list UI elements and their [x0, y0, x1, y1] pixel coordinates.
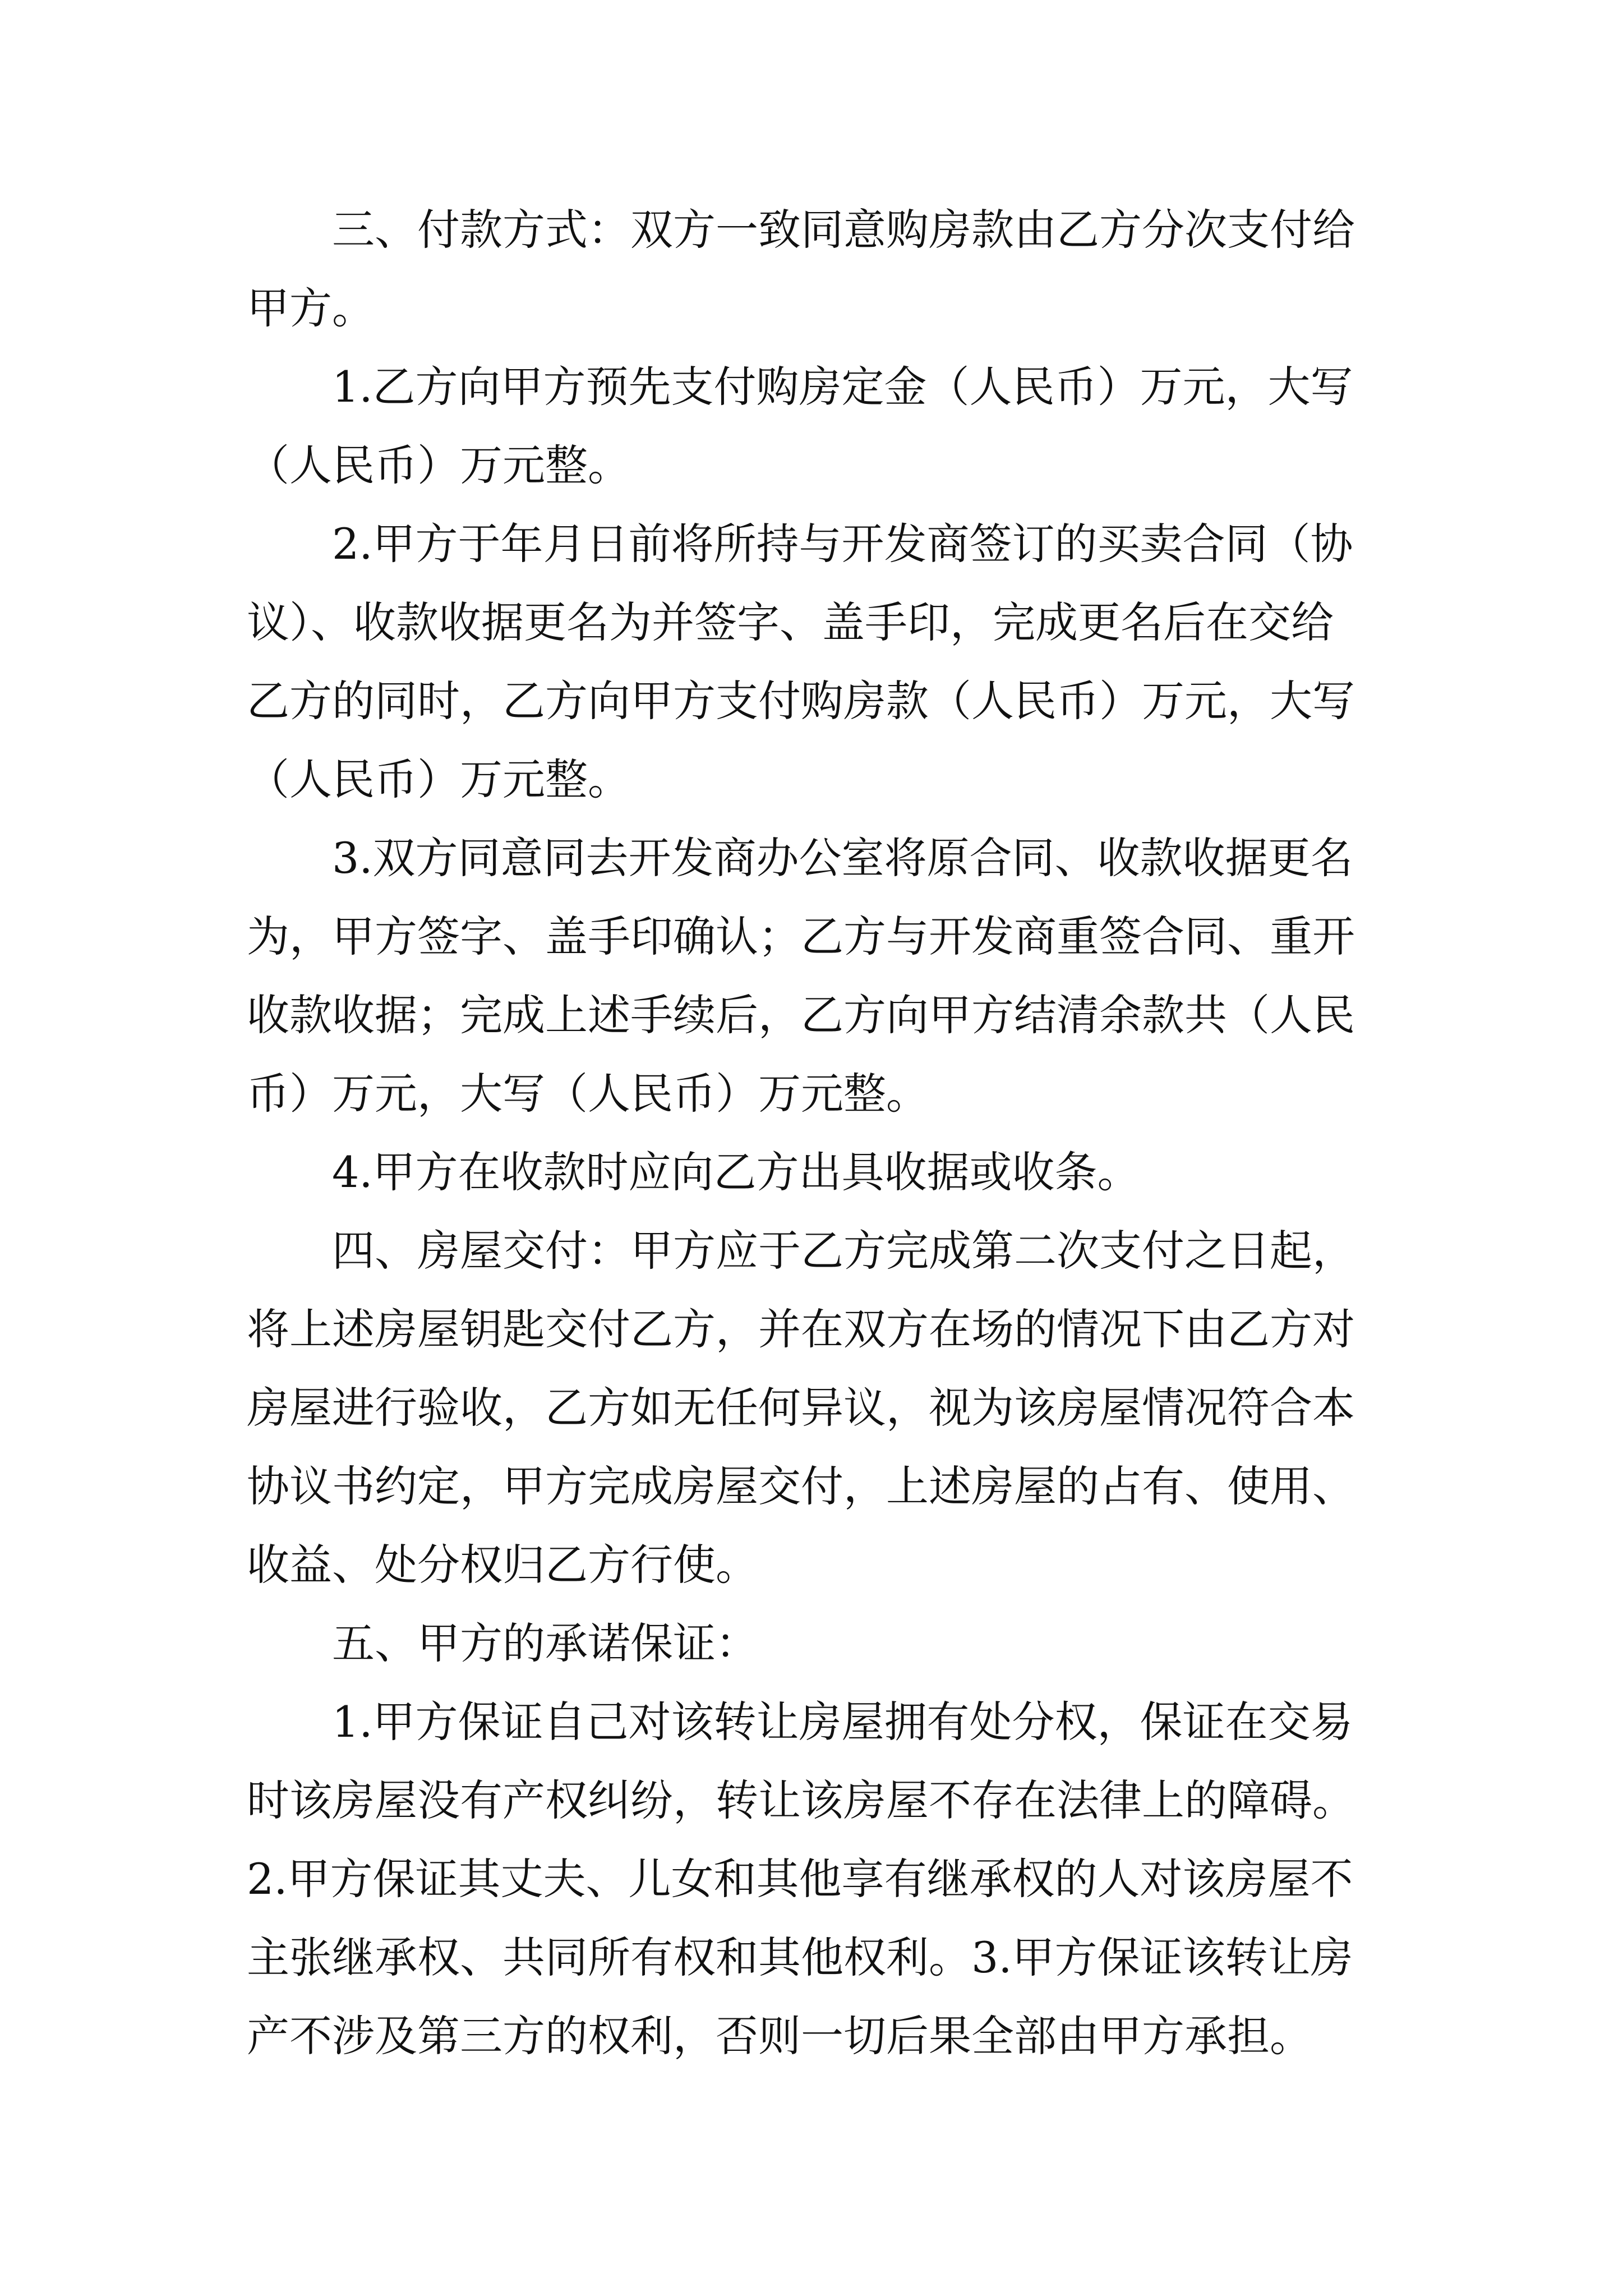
text-line: 4.甲方在收款时应向乙方出具收据或收条。: [332, 1147, 1140, 1197]
text-line: 将上述房屋钥匙交付乙方，并在双方在场的情况下由乙方对: [247, 1304, 1355, 1354]
text-line: 3.双方同意同去开发商办公室将原合同、收款收据更名: [332, 833, 1353, 883]
text-line: （人民币）万元整。: [247, 754, 630, 804]
document-body: [247, 191, 1402, 2076]
text-line: 币）万元，大写（人民币）万元整。: [247, 1069, 929, 1119]
text-line: 乙方的同时，乙方向甲方支付购房款（人民币）万元，大写: [247, 676, 1355, 726]
text-line: 五、甲方的承诺保证：: [332, 1618, 758, 1668]
text-line: 收益、处分权归乙方行使。: [247, 1540, 758, 1590]
text-line: 2.甲方保证其丈夫、儿女和其他享有继承权的人对该房屋不: [247, 1854, 1353, 1904]
text-line: 收款收据；完成上述手续后，乙方向甲方结清余款共（人民: [247, 990, 1355, 1040]
text-line: 甲方。: [247, 283, 375, 333]
text-line: 主张继承权、共同所有权和其他权利。3.甲方保证该转让房: [247, 1932, 1353, 1982]
text-line: 四、房屋交付：甲方应于乙方完成第二次支付之日起，: [332, 1226, 1355, 1276]
text-line: 三、付款方式：双方一致同意购房款由乙方分次支付给: [332, 205, 1355, 255]
text-line: 2.甲方于年月日前将所持与开发商签订的买卖合同（协: [332, 519, 1353, 569]
text-line: 议）、收款收据更名为并签字、盖手印，完成更名后在交给: [247, 597, 1334, 647]
text-line: 为，甲方签字、盖手印确认；乙方与开发商重签合同、重开: [247, 912, 1355, 961]
text-line: 产不涉及第三方的权利，否则一切后果全部由甲方承担。: [247, 2011, 1312, 2061]
text-line: 时该房屋没有产权纠纷，转让该房屋不存在法律上的障碍。: [247, 1775, 1355, 1825]
text-line: 1.乙方向甲方预先支付购房定金（人民币）万元，大写: [332, 362, 1353, 412]
text-line: 房屋进行验收，乙方如无任何异议，视为该房屋情况符合本: [247, 1383, 1355, 1433]
text-line: 协议书约定，甲方完成房屋交付，上述房屋的占有、使用、: [247, 1461, 1355, 1511]
text-line: （人民币）万元整。: [247, 440, 630, 490]
text-line: 1.甲方保证自己对该转让房屋拥有处分权，保证在交易: [332, 1697, 1353, 1747]
